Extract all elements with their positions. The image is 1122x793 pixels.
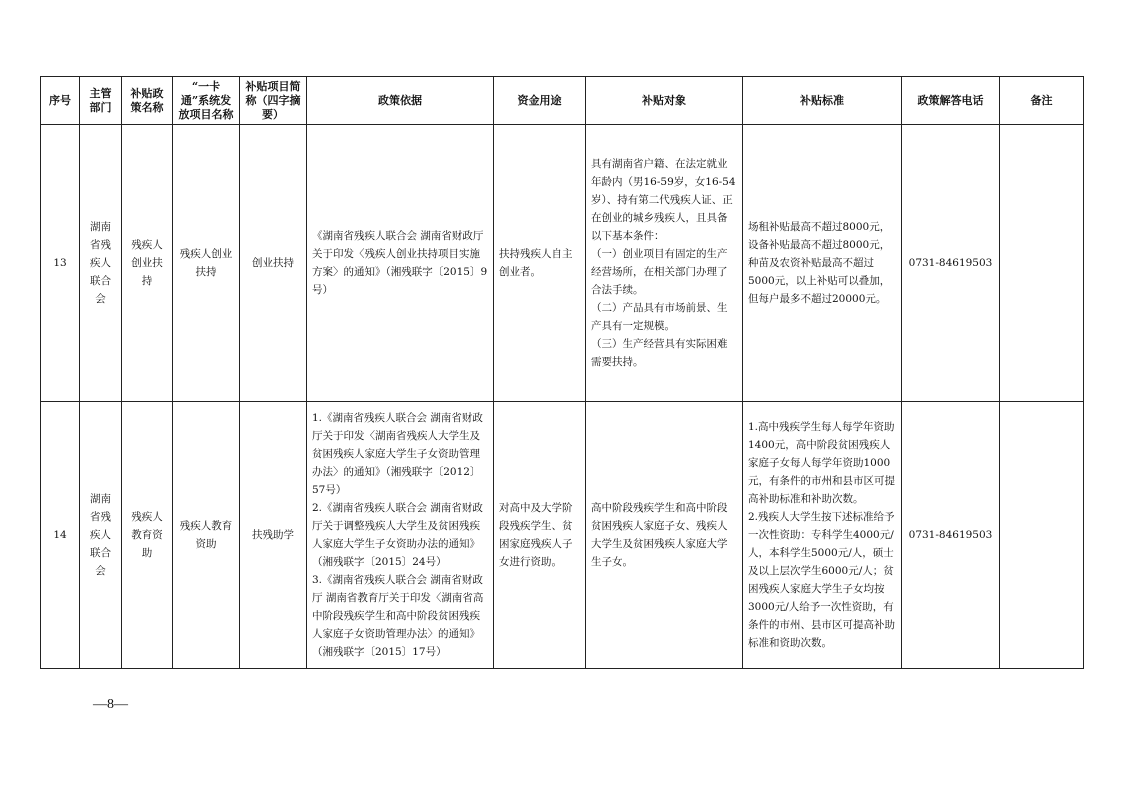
basis-text: 《湖南省残疾人联合会 湖南省财政厅关于印发〈残疾人创业扶持项目实施方案〉的通知》（湘残联字〔2015〕9号） <box>312 230 488 296</box>
cell-card-item: 残疾人创业扶持 <box>173 125 240 402</box>
table-row <box>41 402 1084 669</box>
cell-policy-name: 残疾人教育资助 <box>122 402 173 669</box>
table-header-row <box>41 77 1084 125</box>
header-note: 备注 <box>1000 77 1084 125</box>
target-text: （一）创业项目有固定的生产经营场所，在相关部门办理了合法手续。 <box>591 248 728 296</box>
standard-text: 1.高中残疾学生每人每学年资助1400元，高中阶段贫困残疾人家庭子女每人每学年资助1000元，有条件的市州和县市区可提高补助标准和补助次数。 <box>748 421 895 505</box>
basis-text: 1.《湖南省残疾人联合会 湖南省财政厅关于印发〈湖南省残疾人大学生及贫困残疾人家庭大学生子女资助管理办法〉的通知》（湘残联字〔2012〕57号） <box>312 412 483 496</box>
cell-policy-name: 残疾人创业扶持 <box>122 125 173 402</box>
cell-standard <box>743 125 902 402</box>
header-standard: 补贴标准 <box>743 77 902 125</box>
cell-basis <box>307 125 494 402</box>
cell-dept: 湖南省残疾人联合会 <box>80 402 122 669</box>
table-row <box>41 125 1084 402</box>
target-text: （二）产品具有市场前景、生产具有一定规模。 <box>591 302 728 332</box>
header-seq: 序号 <box>41 77 80 125</box>
header-abbr: 补贴项目简称（四字摘要） <box>240 77 307 125</box>
cell-phone: 0731-84619503 <box>902 125 1000 402</box>
cell-target <box>586 125 743 402</box>
cell-dept: 湖南省残疾人联合会 <box>80 125 122 402</box>
cell-phone: 0731-84619503 <box>902 402 1000 669</box>
subsidy-policy-table <box>40 76 1084 669</box>
standard-text: 2.残疾人大学生按下述标准给予一次性资助：专科学生4000元/人，本科学生5000元/人，硕士及以上层次学生6000元/人；贫困残疾人家庭大学生子女均按3000元/人给予一次性资助，有条件的市州、县市区可提高补助标准和资助次数。 <box>748 511 895 649</box>
target-text: （三）生产经营具有实际困难需要扶持。 <box>591 338 728 368</box>
header-dept: 主管部门 <box>80 77 122 125</box>
cell-target <box>586 402 743 669</box>
cell-use: 扶持残疾人自主创业者。 <box>494 125 586 402</box>
basis-text: 2.《湖南省残疾人联合会 湖南省财政厅关于调整残疾人大学生及贫困残疾人家庭大学生子女资助办法的通知》（湘残联字〔2015〕24号） <box>312 502 483 568</box>
target-text: 具有湖南省户籍、在法定就业年龄内（男16-59岁，女16-54岁）、持有第二代残疾人证、正在创业的城乡残疾人，且具备以下基本条件： <box>591 158 736 242</box>
cell-seq: 14 <box>41 402 80 669</box>
cell-use: 对高中及大学阶段残疾学生、贫困家庭残疾人子女进行资助。 <box>494 402 586 669</box>
cell-standard <box>743 402 902 669</box>
cell-abbr: 扶残助学 <box>240 402 307 669</box>
page-number: —8— <box>93 697 128 712</box>
cell-basis <box>307 402 494 669</box>
header-phone: 政策解答电话 <box>902 77 1000 125</box>
cell-seq: 13 <box>41 125 80 402</box>
header-use: 资金用途 <box>494 77 586 125</box>
standard-text: 场租补贴最高不超过8000元，设备补贴最高不超过8000元，种苗及农资补贴最高不超过5000元，以上补贴可以叠加，但每户最多不超过20000元。 <box>748 221 891 305</box>
header-card-item: “一卡通”系统发放项目名称 <box>173 77 240 125</box>
header-basis: 政策依据 <box>307 77 494 125</box>
cell-abbr: 创业扶持 <box>240 125 307 402</box>
cell-note <box>1000 402 1084 669</box>
header-target: 补贴对象 <box>586 77 743 125</box>
basis-text: 3.《湖南省残疾人联合会 湖南省财政厅 湖南省教育厅关于印发〈湖南省高中阶段残疾学生和高中阶段贫困残疾人家庭子女资助管理办法〉的通知》（湘残联字〔2015〕17号） <box>312 574 484 658</box>
target-text: 高中阶段残疾学生和高中阶段贫困残疾人家庭子女、残疾人大学生及贫困残疾人家庭大学生子女。 <box>591 502 728 568</box>
cell-card-item: 残疾人教育资助 <box>173 402 240 669</box>
cell-note <box>1000 125 1084 402</box>
header-policy-name: 补贴政策名称 <box>122 77 173 125</box>
